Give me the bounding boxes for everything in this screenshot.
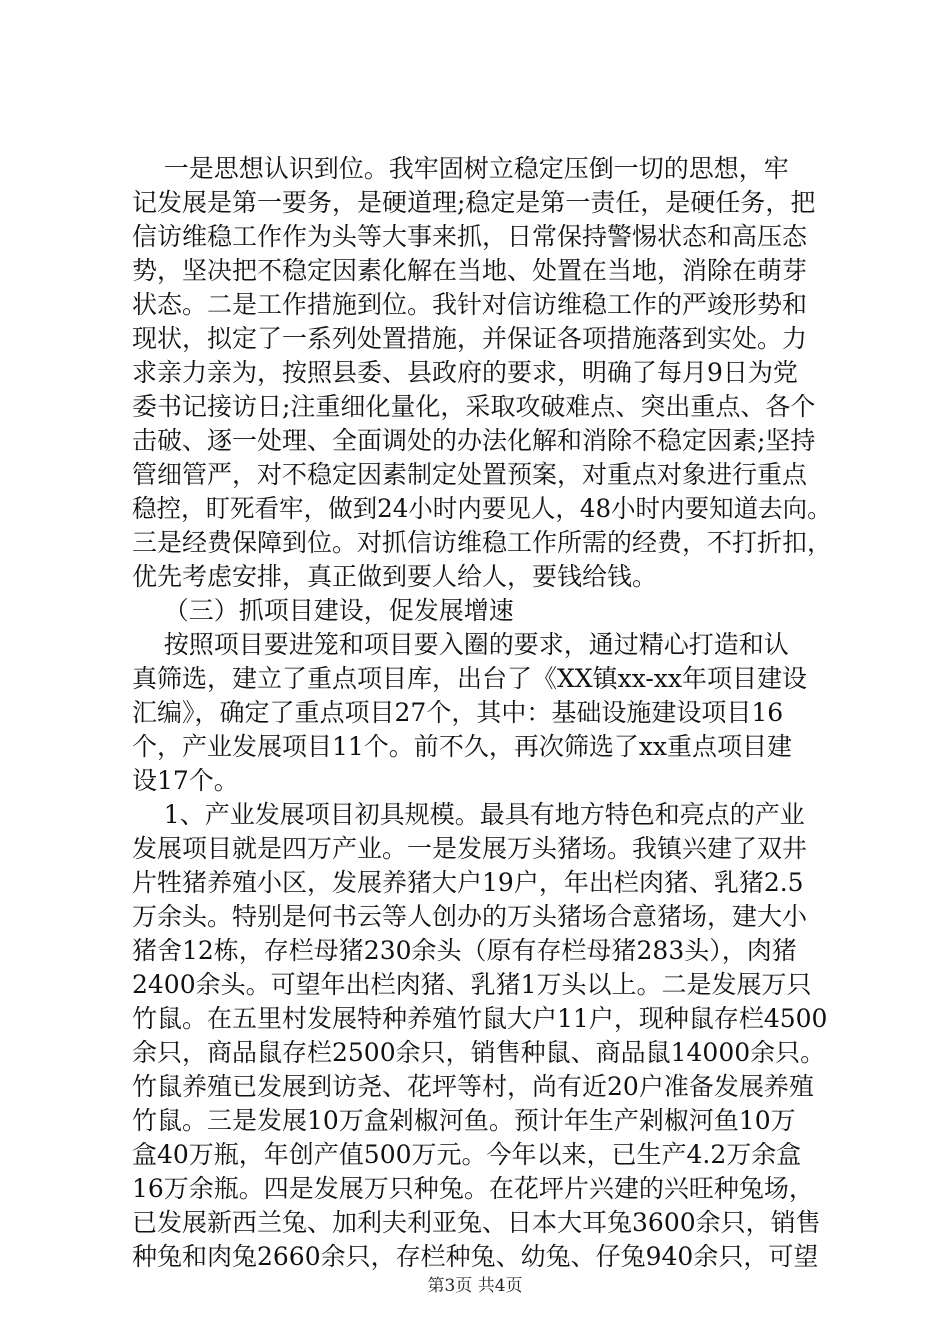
text-line: 按照项目要进笼和项目要入圈的要求，通过精心打造和认 [132,630,789,659]
text-line: 委书记接访日;注重细化量化，采取攻破难点、突出重点、各个 [132,392,816,421]
text-line: 击破、逐一处理、全面调处的办法化解和消除不稳定因素;坚持 [132,426,816,455]
text-line: 真筛选，建立了重点项目库，出台了《XX镇xx-xx年项目建设 [132,664,808,693]
text-line: 盒40万瓶，年创产值500万元。今年以来，已生产4.2万余盒 [132,1140,802,1169]
text-line: 一是思想认识到位。我牢固树立稳定压倒一切的思想，牢 [132,154,789,183]
text-line: 势，坚决把不稳定因素化解在当地、处置在当地，消除在萌芽 [132,256,808,285]
text-line: 2400余头。可望年出栏肉猪、乳猪1万头以上。二是发展万只 [132,970,812,999]
text-line: 管细管严，对不稳定因素制定处置预案，对重点对象进行重点 [132,460,808,489]
text-line: 16万余瓶。四是发展万只种兔。在花坪片兴建的兴旺种兔场， [132,1174,814,1203]
text-line: 设17个。 [132,766,239,795]
text-line: 万余头。特别是何书云等人创办的万头猪场合意猪场，建大小 [132,902,808,931]
text-line: 片牲猪养殖小区，发展养猪大户19户，年出栏肉猪、乳猪2.5 [132,868,804,897]
text-line: 求亲力亲为，按照县委、县政府的要求，明确了每月9日为党 [132,358,798,387]
page-number: 第3页 共4页 [427,1276,523,1296]
document-body [132,152,832,1274]
page-footer [0,1275,950,1297]
text-line: 状态。二是工作措施到位。我针对信访维稳工作的严竣形势和 [132,290,808,319]
text-line: 汇编》，确定了重点项目27个，其中：基础设施建设项目16 [132,698,784,727]
text-line: 竹鼠。三是发展10万盒剁椒河鱼。预计年生产剁椒河鱼10万 [132,1106,796,1135]
text-line: 余只，商品鼠存栏2500余只，销售种鼠、商品鼠14000余只。 [132,1038,826,1067]
text-line: 优先考虑安排，真正做到要人给人，要钱给钱。 [132,562,658,591]
text-line: 信访维稳工作作为头等大事来抓，日常保持警惕状态和高压态 [132,222,808,251]
text-line: 现状，拟定了一系列处置措施，并保证各项措施落到实处。力 [132,324,808,353]
text-line: 竹鼠养殖已发展到访尧、花坪等村，尚有近20户准备发展养殖 [132,1072,814,1101]
text-line: 竹鼠。在五里村发展特种养殖竹鼠大户11户，现种鼠存栏4500 [132,1004,828,1033]
text-line: 记发展是第一要务，是硬道理;稳定是第一责任，是硬任务，把 [132,188,816,217]
text-line: 三是经费保障到位。对抓信访维稳工作所需的经费，不打折扣， [132,528,833,557]
text-line: 个，产业发展项目11个。前不久，再次筛选了xx重点项目建 [132,732,793,761]
text-line: 发展项目就是四万产业。一是发展万头猪场。我镇兴建了双井 [132,834,808,863]
text-line: 种兔和肉兔2660余只，存栏种兔、幼兔、仔兔940余只，可望 [132,1242,819,1271]
text-line: 已发展新西兰兔、加利夫利亚兔、日本大耳兔3600余只，销售 [132,1208,821,1237]
section-heading: （三）抓项目建设，促发展增速 [132,596,514,625]
text-line: 1、产业发展项目初具规模。最具有地方特色和亮点的产业 [132,800,805,829]
text-line: 稳控，盯死看牢，做到24小时内要见人，48小时内要知道去向。 [132,494,832,523]
text-line: 猪舍12栋，存栏母猪230余头（原有存栏母猪283头），肉猪 [132,936,797,965]
